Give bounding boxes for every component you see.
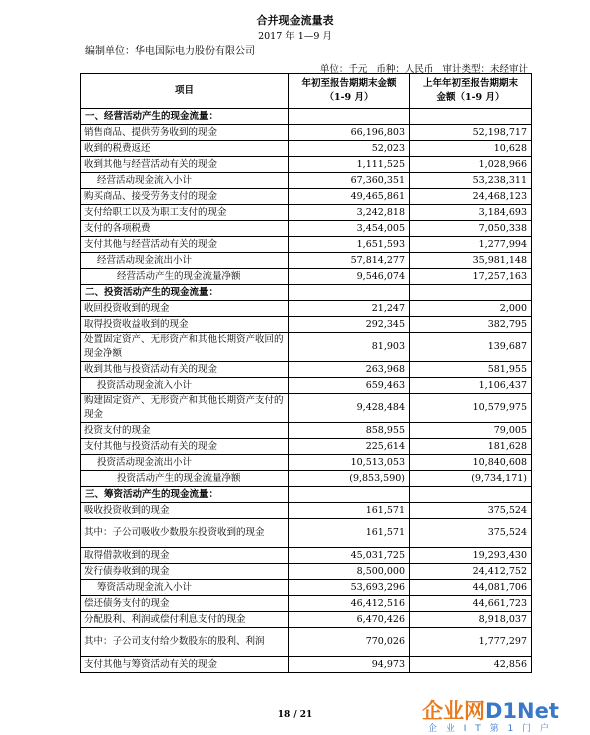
row-prior-value: [410, 109, 532, 125]
row-label: 其中：子公司吸收少数股东投资收到的现金: [81, 519, 289, 548]
row-label: 支付其他与投资活动有关的现金: [81, 439, 289, 455]
row-prior-value: 1,106,437: [410, 378, 532, 394]
row-current-value: 46,412,516: [289, 596, 410, 612]
header-current: [289, 74, 410, 109]
table-row: [81, 125, 532, 141]
row-label: 一、经营活动产生的现金流量：: [81, 109, 289, 125]
row-current-value: 292,345: [289, 317, 410, 333]
row-current-value: 45,031,725: [289, 548, 410, 564]
row-prior-value: [410, 285, 532, 301]
row-label: 收到的税费返还: [81, 141, 289, 157]
header-current-line1: 年初至报告期期末金额: [301, 78, 397, 89]
row-current-value: 9,428,484: [289, 394, 410, 423]
row-current-value: 1,111,525: [289, 157, 410, 173]
table-row: [81, 612, 532, 628]
row-prior-value: 52,198,717: [410, 125, 532, 141]
row-current-value: 8,500,000: [289, 564, 410, 580]
row-prior-value: 181,628: [410, 439, 532, 455]
table-row: [81, 362, 532, 378]
table-row: [81, 471, 532, 487]
row-label: 处置固定资产、无形资产和其他长期资产收回的现金净额: [81, 333, 289, 362]
row-prior-value: 8,918,037: [410, 612, 532, 628]
row-current-value: 1,651,593: [289, 237, 410, 253]
row-current-value: 49,465,861: [289, 189, 410, 205]
table-row: [81, 439, 532, 455]
table-row: [81, 237, 532, 253]
row-label: 投资活动现金流入小计: [81, 378, 289, 394]
row-prior-value: 10,840,608: [410, 455, 532, 471]
row-label: 经营活动现金流出小计: [81, 253, 289, 269]
row-prior-value: 53,238,311: [410, 173, 532, 189]
row-label: 偿还债务支付的现金: [81, 596, 289, 612]
row-current-value: 52,023: [289, 141, 410, 157]
row-current-value: [289, 109, 410, 125]
row-label: 支付其他与筹资活动有关的现金: [81, 657, 289, 673]
header-prior-line1: 上年年初至报告期期末: [422, 78, 518, 89]
row-current-value: 57,814,277: [289, 253, 410, 269]
row-label: 收回投资收到的现金: [81, 301, 289, 317]
unit-line: 单位：千元 币种：人民币 审计类型：未经审计: [319, 64, 528, 75]
table-row: [81, 301, 532, 317]
row-label: 支付给职工以及为职工支付的现金: [81, 205, 289, 221]
row-current-value: 6,470,426: [289, 612, 410, 628]
row-label: 购建固定资产、无形资产和其他长期资产支付的现金: [81, 394, 289, 423]
table-row: [81, 657, 532, 673]
row-label: 三、筹资活动产生的现金流量：: [81, 487, 289, 503]
table-row: [81, 253, 532, 269]
table-row: [81, 394, 532, 423]
table-row: [81, 189, 532, 205]
row-label: 经营活动产生的现金流量净额: [81, 269, 289, 285]
table-row: [81, 269, 532, 285]
row-prior-value: 44,081,706: [410, 580, 532, 596]
row-prior-value: 10,579,975: [410, 394, 532, 423]
row-label: 吸收投资收到的现金: [81, 503, 289, 519]
table-row: [81, 317, 532, 333]
row-current-value: 10,513,053: [289, 455, 410, 471]
row-prior-value: 79,005: [410, 423, 532, 439]
row-label: 经营活动现金流入小计: [81, 173, 289, 189]
row-label: 投资活动现金流出小计: [81, 455, 289, 471]
row-current-value: 3,454,005: [289, 221, 410, 237]
row-prior-value: 375,524: [410, 503, 532, 519]
table-row: [81, 173, 532, 189]
table-row: [81, 109, 532, 125]
row-prior-value: 17,257,163: [410, 269, 532, 285]
row-current-value: [289, 285, 410, 301]
row-current-value: 94,973: [289, 657, 410, 673]
table-row: [81, 487, 532, 503]
row-prior-value: 10,628: [410, 141, 532, 157]
row-label: 支付的各项税费: [81, 221, 289, 237]
cash-flow-table: [80, 73, 532, 673]
company-name: 编制单位：华电国际电力股份有限公司: [85, 46, 255, 57]
table-row: [81, 285, 532, 301]
table-header-row: [81, 74, 532, 109]
header-item: 项目: [81, 74, 289, 109]
row-label: 收到其他与经营活动有关的现金: [81, 157, 289, 173]
watermark-subtext: 企 业 I T 第 1 门 户: [428, 724, 552, 734]
row-label: 发行债券收到的现金: [81, 564, 289, 580]
table-row: [81, 423, 532, 439]
table-row: [81, 333, 532, 362]
row-label: 支付其他与经营活动有关的现金: [81, 237, 289, 253]
row-current-value: 263,968: [289, 362, 410, 378]
table-row: [81, 564, 532, 580]
row-current-value: 81,903: [289, 333, 410, 362]
row-prior-value: 7,050,338: [410, 221, 532, 237]
row-prior-value: 382,795: [410, 317, 532, 333]
row-label: 其中：子公司支付给少数股东的股利、利润: [81, 628, 289, 657]
row-label: 筹资活动现金流入小计: [81, 580, 289, 596]
row-prior-value: 35,981,148: [410, 253, 532, 269]
row-prior-value: 3,184,693: [410, 205, 532, 221]
row-prior-value: [410, 487, 532, 503]
row-prior-value: 2,000: [410, 301, 532, 317]
statement-title: 合并现金流量表: [256, 14, 334, 27]
row-label: 收到其他与投资活动有关的现金: [81, 362, 289, 378]
table-row: [81, 141, 532, 157]
row-prior-value: 1,028,966: [410, 157, 532, 173]
row-current-value: 53,693,296: [289, 580, 410, 596]
row-current-value: 66,196,803: [289, 125, 410, 141]
row-label: 取得借款收到的现金: [81, 548, 289, 564]
row-prior-value: 19,293,430: [410, 548, 532, 564]
row-current-value: (9,853,590): [289, 471, 410, 487]
row-current-value: [289, 487, 410, 503]
table-row: [81, 580, 532, 596]
header-prior: [410, 74, 532, 109]
watermark-logo: [422, 695, 590, 735]
table-row: [81, 596, 532, 612]
row-current-value: 770,026: [289, 628, 410, 657]
page-number: 18 / 21: [277, 710, 313, 720]
header-current-line2: （1-9 月）: [324, 92, 374, 103]
table-row: [81, 548, 532, 564]
row-prior-value: 1,277,994: [410, 237, 532, 253]
table-row: [81, 205, 532, 221]
statement-period: 2017 年 1—9 月: [258, 31, 332, 42]
row-prior-value: (9,734,171): [410, 471, 532, 487]
table-row: [81, 455, 532, 471]
table-row: [81, 503, 532, 519]
row-prior-value: 42,856: [410, 657, 532, 673]
row-prior-value: 44,661,723: [410, 596, 532, 612]
row-label: 投资活动产生的现金流量净额: [81, 471, 289, 487]
row-current-value: 659,463: [289, 378, 410, 394]
row-prior-value: 24,412,752: [410, 564, 532, 580]
row-label: 投资支付的现金: [81, 423, 289, 439]
row-prior-value: 581,955: [410, 362, 532, 378]
row-prior-value: 1,777,297: [410, 628, 532, 657]
row-current-value: 21,247: [289, 301, 410, 317]
table-row: [81, 221, 532, 237]
row-current-value: 225,614: [289, 439, 410, 455]
table-row: [81, 378, 532, 394]
row-label: 销售商品、提供劳务收到的现金: [81, 125, 289, 141]
row-prior-value: 375,524: [410, 519, 532, 548]
header-prior-line2: 金额（1-9 月）: [436, 92, 505, 103]
row-label: 取得投资收益收到的现金: [81, 317, 289, 333]
row-prior-value: 24,468,123: [410, 189, 532, 205]
row-current-value: 161,571: [289, 503, 410, 519]
row-label: 二、投资活动产生的现金流量：: [81, 285, 289, 301]
row-label: 购买商品、接受劳务支付的现金: [81, 189, 289, 205]
row-current-value: 161,571: [289, 519, 410, 548]
row-current-value: 858,955: [289, 423, 410, 439]
table-row: [81, 628, 532, 657]
row-current-value: 67,360,351: [289, 173, 410, 189]
row-prior-value: 139,687: [410, 333, 532, 362]
table-row: [81, 157, 532, 173]
table-row: [81, 519, 532, 548]
row-current-value: 3,242,818: [289, 205, 410, 221]
row-current-value: 9,546,074: [289, 269, 410, 285]
watermark-text: 企业网D1Net: [422, 699, 559, 723]
row-label: 分配股利、利润或偿付利息支付的现金: [81, 612, 289, 628]
